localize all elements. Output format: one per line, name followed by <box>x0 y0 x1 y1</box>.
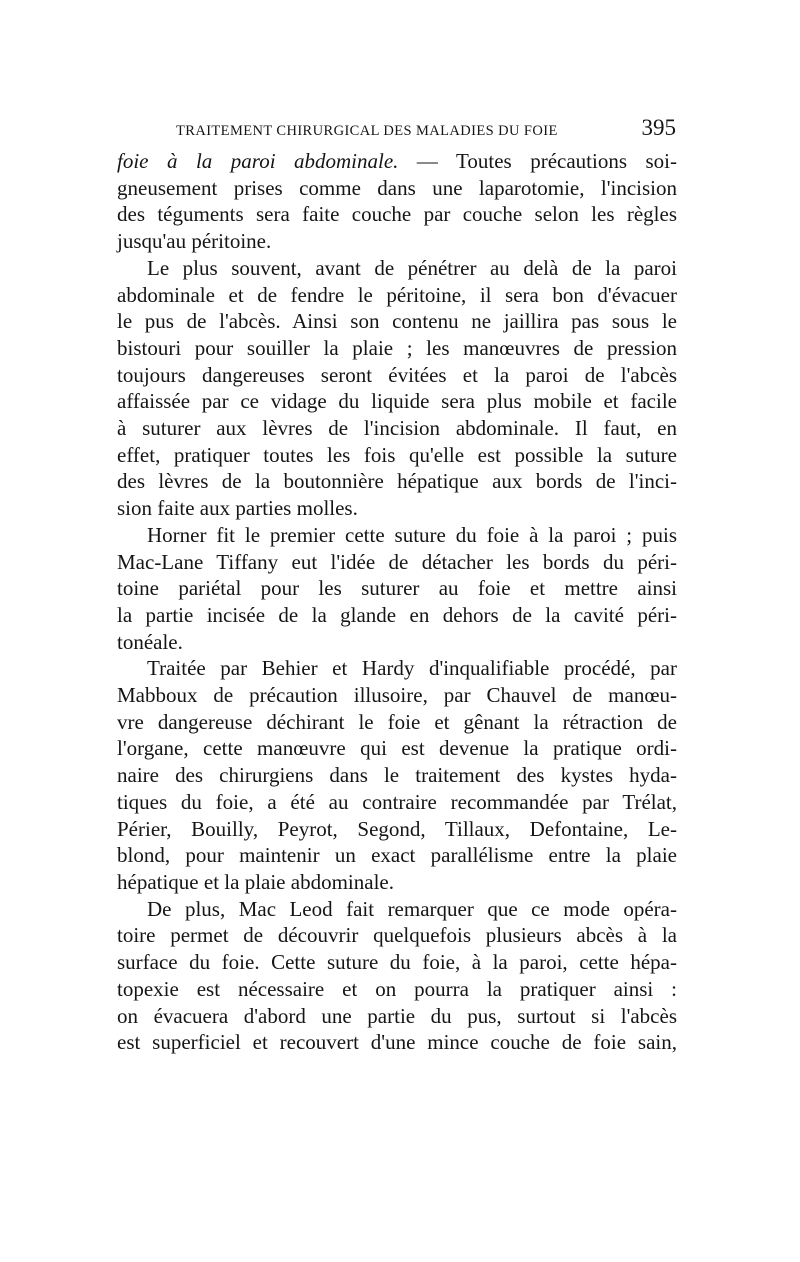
text-line: le pus de l'abcès. Ainsi son contenu ne jaillira pas sous le <box>117 309 677 334</box>
paragraph-start-line: Horner fit le premier cette suture du foie à la paroi ; puis <box>147 522 677 547</box>
text-line: toire permet de découvrir quelquefois plusieurs abcès à la <box>117 923 677 948</box>
text-line: effet, pratiquer toutes les fois qu'elle est possible la suture <box>117 442 677 467</box>
text-line: jusqu'au péritoine. <box>117 229 272 254</box>
text-line: gneusement prises comme dans une laparotomie, l'incision <box>117 175 677 200</box>
text-line: Mabboux de précaution illusoire, par Chauvel de manœu- <box>117 683 677 708</box>
text-line: toine pariétal pour les suturer au foie et mettre ainsi <box>117 576 677 601</box>
text-line: surface du foie. Cette suture du foie, à la paroi, cette hépa- <box>117 950 677 975</box>
body-text <box>117 148 677 1056</box>
paragraph-start-line: Traitée par Behier et Hardy d'inqualifiable procédé, par <box>147 656 677 681</box>
text-line: des lèvres de la boutonnière hépatique aux bords de l'inci- <box>117 469 677 494</box>
section-heading: foie à la paroi abdominale. <box>117 149 399 173</box>
text-line: toujours dangereuses seront évitées et la paroi de l'abcès <box>117 362 677 387</box>
text-line: à suturer aux lèvres de l'incision abdominale. Il faut, en <box>117 416 677 441</box>
page-number: 395 <box>641 115 676 140</box>
paragraph-start-line: Le plus souvent, avant de pénétrer au delà de la paroi <box>147 255 677 280</box>
text-line: on évacuera d'abord une partie du pus, surtout si l'abcès <box>117 1003 677 1028</box>
text-line: hépatique et la plaie abdominale. <box>117 869 394 894</box>
text-line: vre dangereuse déchirant le foie et gênant la rétraction de <box>117 709 677 734</box>
running-title: TRAITEMENT CHIRURGICAL DES MALADIES DU FOIE <box>176 123 558 139</box>
text-line: des téguments sera faite couche par couche selon les règles <box>117 202 677 227</box>
text-line: tonéale. <box>117 629 183 654</box>
text-line-content: — Toutes précautions soi- <box>398 149 677 173</box>
text-line: bistouri pour souiller la plaie ; les manœuvres de pression <box>117 335 677 360</box>
text-line: topexie est nécessaire et on pourra la pratiquer ainsi : <box>117 976 677 1001</box>
text-line: Mac-Lane Tiffany eut l'idée de détacher les bords du péri- <box>117 549 677 574</box>
text-line: abdominale et de fendre le péritoine, il sera bon d'évacuer <box>117 282 677 307</box>
text-line: naire des chirurgiens dans le traitement des kystes hyda- <box>117 763 677 788</box>
text-line: la partie incisée de la glande en dehors de la cavité péri- <box>117 602 677 627</box>
text-line: affaissée par ce vidage du liquide sera plus mobile et facile <box>117 389 677 414</box>
text-line: sion faite aux parties molles. <box>117 496 358 521</box>
running-head <box>176 115 676 141</box>
paragraph-start-line: De plus, Mac Leod fait remarquer que ce mode opéra- <box>147 896 677 921</box>
text-line: est superficiel et recouvert d'une mince couche de foie sain, <box>117 1030 677 1055</box>
text-line: l'organe, cette manœuvre qui est devenue la pratique ordi- <box>117 736 677 761</box>
text-line: Périer, Bouilly, Peyrot, Segond, Tillaux, Defontaine, Le- <box>117 816 677 841</box>
text-line <box>117 148 677 175</box>
text-line: tiques du foie, a été au contraire recommandée par Trélat, <box>117 789 677 814</box>
text-line: blond, pour maintenir un exact parallélisme entre la plaie <box>117 843 677 868</box>
